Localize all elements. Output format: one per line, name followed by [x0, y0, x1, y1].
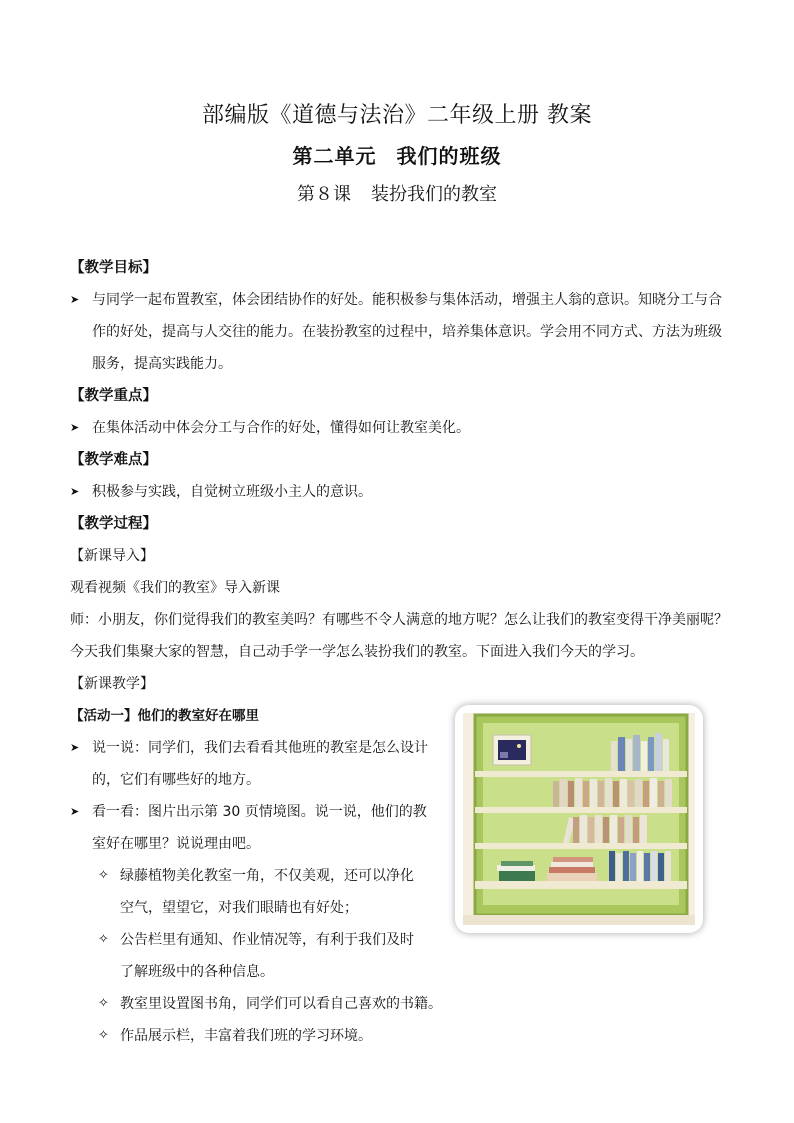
- section-heading-process: 【教学过程】: [70, 516, 157, 532]
- arrow-bullet-icon: ➤: [70, 485, 80, 498]
- intro-teacher-text: 师：小朋友，你们觉得我们的教室美吗？有哪些不令人满意的地方呢？怎么让我们的教室变得干净美丽呢？今天我们集聚大家的智慧，自己动手学一学怎么装扮我们的教室。下面进入我们今天的学习。: [70, 612, 728, 660]
- diamond-bullet-icon: ✧: [98, 1028, 109, 1043]
- key-text: 在集体活动中体会分工与合作的好处，懂得如何让教室美化。: [92, 420, 470, 436]
- diamond-bullet-icon: ✧: [98, 996, 109, 1011]
- say-text: 说一说：同学们，我们去看看其他班的教室是怎么设计的，它们有哪些好的地方。: [92, 740, 428, 788]
- section-heading-key-points: 【教学重点】: [70, 388, 157, 404]
- sub-item-text: 教室里设置图书角，同学们可以看自己喜欢的书籍。: [120, 996, 442, 1012]
- title-block: [0, 100, 794, 210]
- section-heading-goals: 【教学目标】: [70, 260, 157, 276]
- sub-item: [70, 860, 423, 924]
- sub-item-text: 作品展示栏，丰富着我们班的学习环境。: [120, 1028, 372, 1044]
- goal-bullet: [70, 284, 730, 380]
- arrow-bullet-icon: ➤: [70, 421, 80, 434]
- sub-item: [70, 988, 730, 1020]
- look-text: 看一看：图片出示第 30 页情境图。说一说，他们的教室好在哪里？说说理由吧。: [92, 804, 427, 852]
- unit-title: [0, 140, 794, 172]
- teaching-heading: 【新课教学】: [70, 676, 154, 692]
- difficulty-text: 积极参与实践，自觉树立班级小主人的意识。: [92, 484, 372, 500]
- goal-text: 与同学一起布置教室，体会团结协作的好处。能积极参与集体活动，增强主人翁的意识。知晓分工与合作的好处，提高与人交往的能力。在装扮教室的过程中，培养集体意识。学会用不同方式、方法为班级服务，提高实践能力。: [92, 292, 722, 372]
- diamond-bullet-icon: ✧: [98, 932, 109, 947]
- sub-item: [70, 1020, 730, 1052]
- look-bullet: [70, 796, 430, 860]
- key-bullet: [70, 412, 730, 444]
- bookshelf-illustration: [455, 705, 703, 933]
- arrow-bullet-icon: ➤: [70, 293, 80, 306]
- unit-name: 我们的班级: [396, 144, 502, 168]
- intro-line-video: 观看视频《我们的教室》导入新课: [70, 580, 280, 596]
- lesson-title: [0, 180, 794, 210]
- bookshelf-drawing: [455, 705, 703, 933]
- unit-number: 第二单元: [292, 144, 377, 168]
- document-title: 部编版《道德与法治》二年级上册 教案: [202, 103, 592, 128]
- sub-item-text: 绿藤植物美化教室一角，不仅美观，还可以净化空气，望望它，对我们眼睛也有好处；: [120, 868, 414, 916]
- section-heading-difficulties: 【教学难点】: [70, 452, 157, 468]
- lesson-name: 装扮我们的教室: [371, 184, 497, 205]
- intro-heading: 【新课导入】: [70, 548, 154, 564]
- difficulty-bullet: [70, 476, 730, 508]
- arrow-bullet-icon: ➤: [70, 741, 80, 754]
- arrow-bullet-icon: ➤: [70, 805, 80, 818]
- activity-one-heading: 【活动一】他们的教室好在哪里: [70, 708, 259, 724]
- sub-item-text: 公告栏里有通知、作业情况等，有利于我们及时了解班级中的各种信息。: [120, 932, 414, 980]
- lesson-number: 第８课: [297, 184, 351, 205]
- say-bullet: [70, 732, 430, 796]
- sub-item: [70, 924, 423, 988]
- diamond-bullet-icon: ✧: [98, 868, 109, 883]
